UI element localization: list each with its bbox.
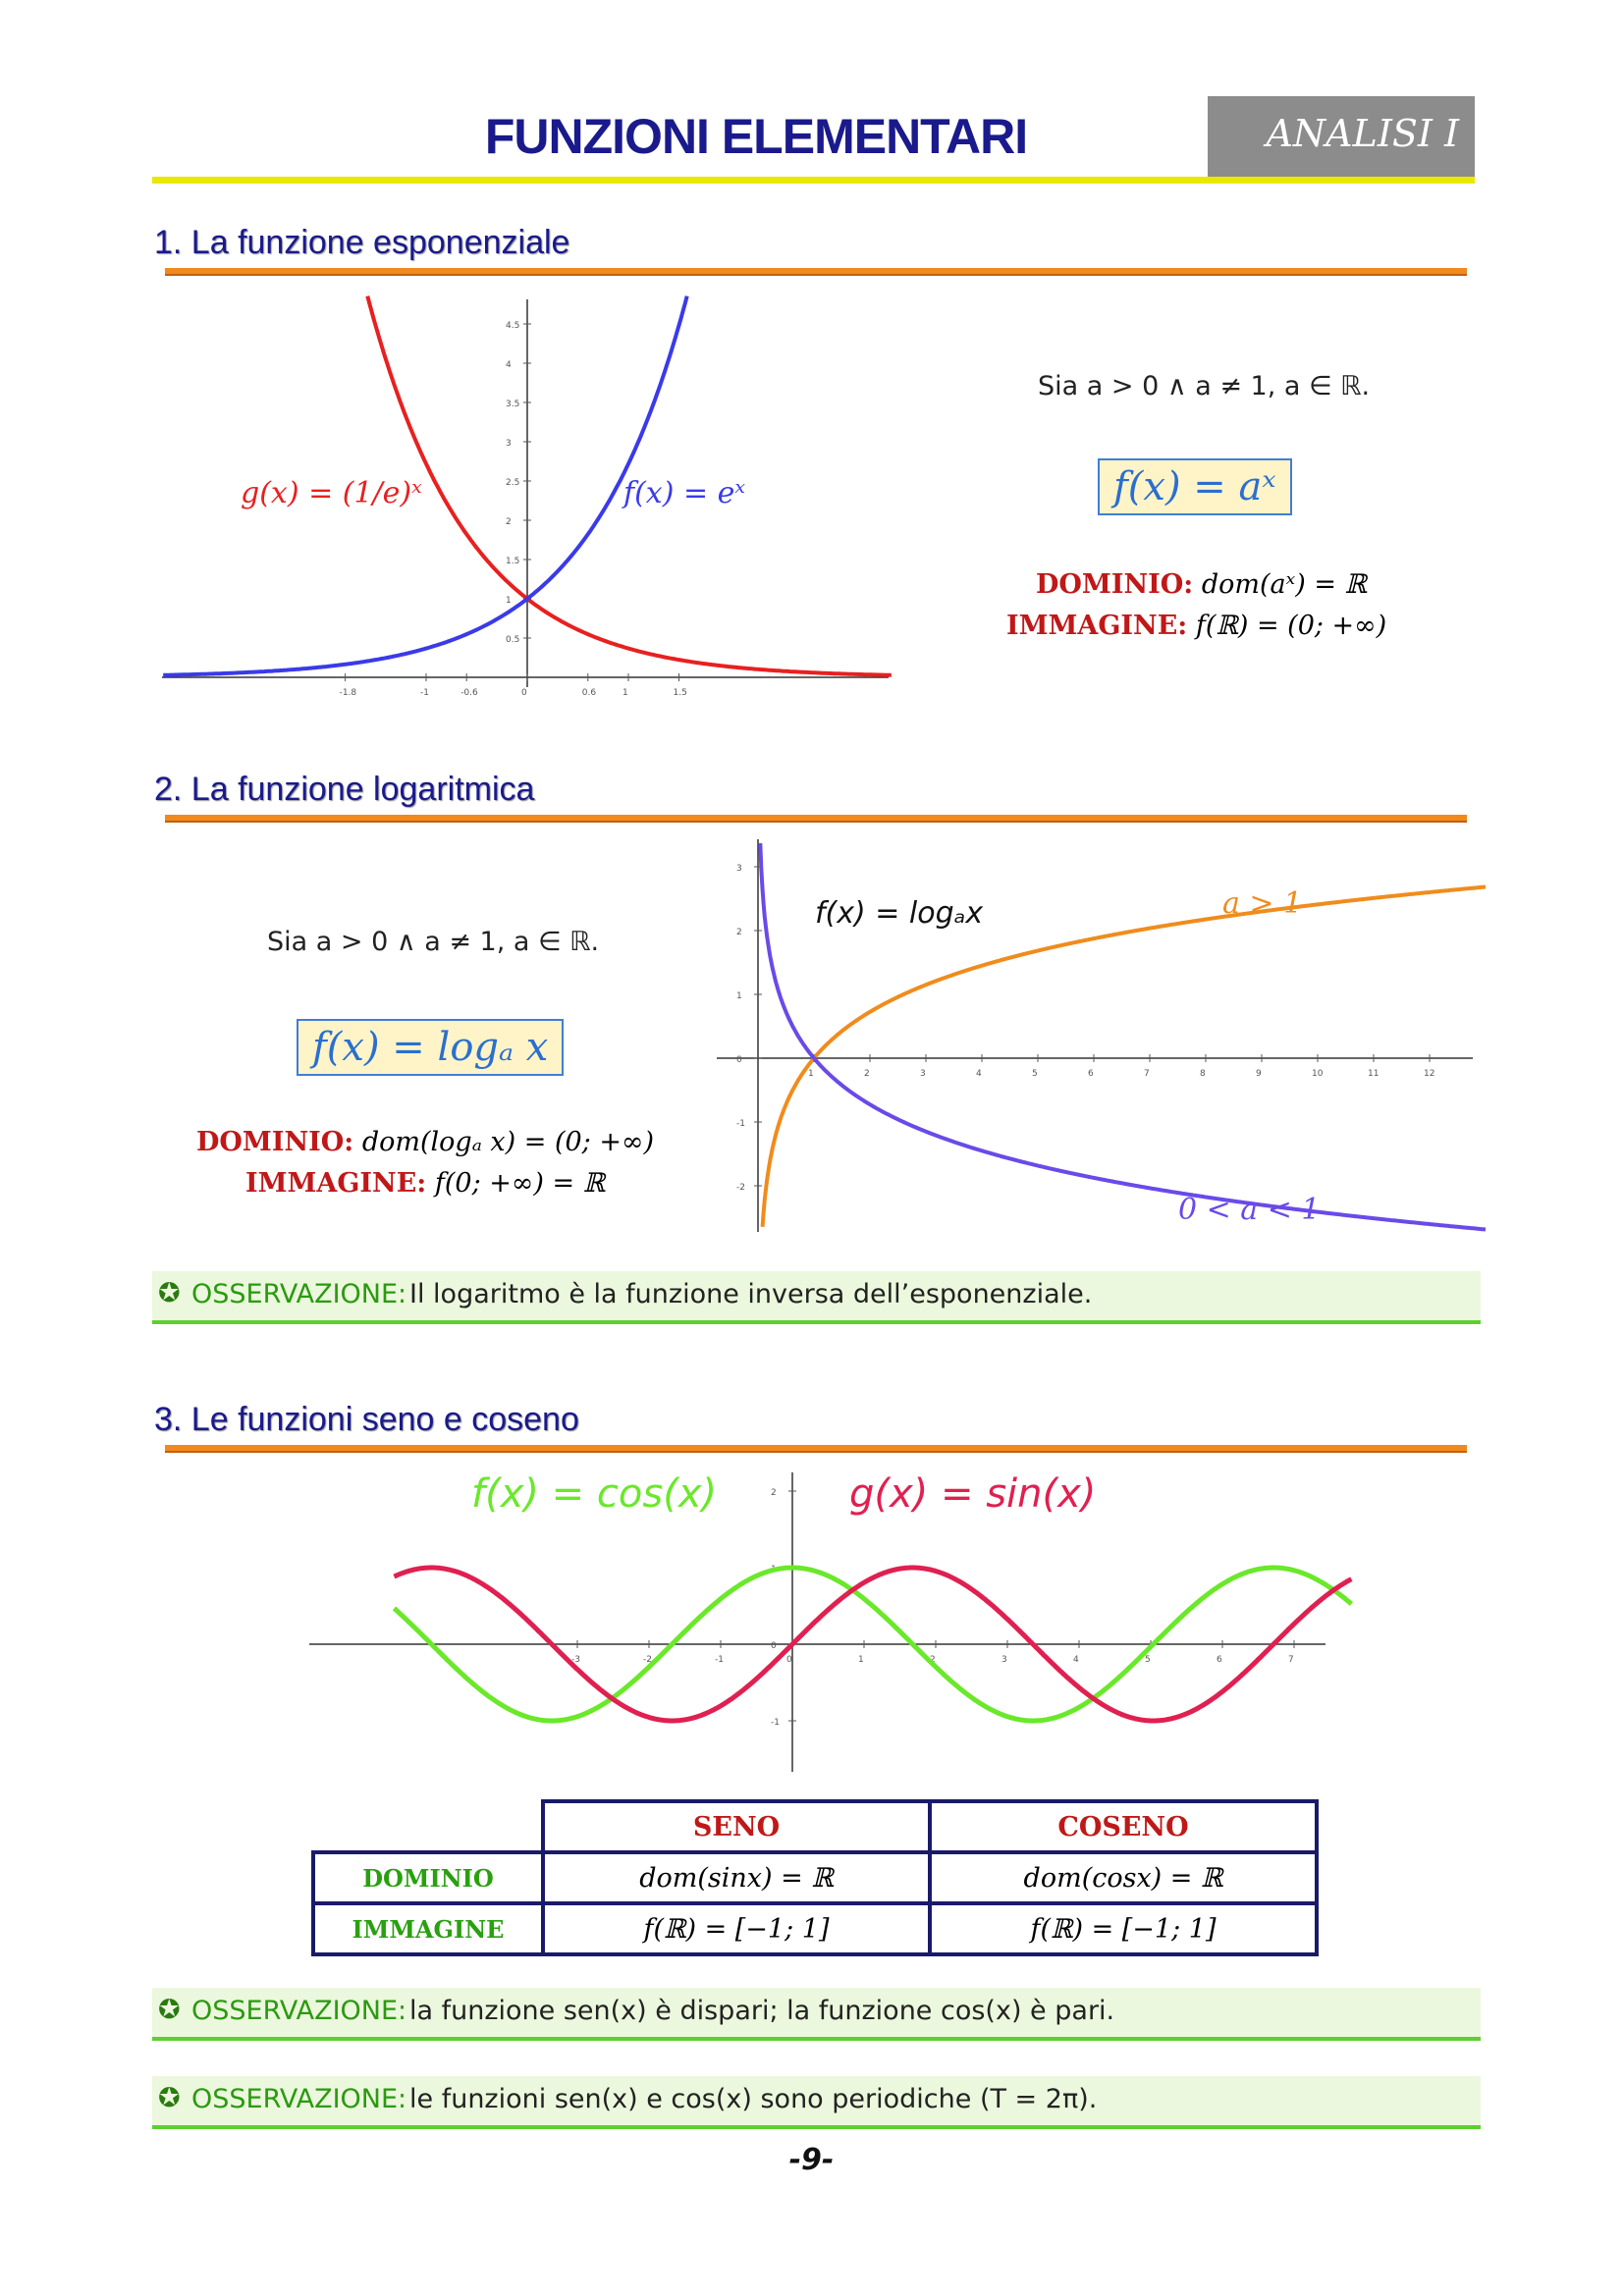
section2-condition: Sia a > 0 ∧ a ≠ 1, a ∈ ℝ. — [267, 927, 600, 957]
log-y-tick-label: 1 — [736, 991, 742, 1001]
log-x-tick-label: 4 — [976, 1069, 982, 1079]
exp-x-tick-label: -1.8 — [339, 688, 357, 698]
section3-rule — [165, 1445, 1467, 1453]
log-x-tick-label: 8 — [1200, 1069, 1206, 1079]
observation-3 — [152, 2076, 1481, 2129]
exp-x-tick-label: 0 — [521, 688, 527, 698]
table-row-immagine: IMMAGINE — [313, 1903, 543, 1954]
trig-graph — [304, 1463, 1335, 1777]
immagine-label: IMMAGINE: — [1006, 611, 1188, 641]
section1-immagine — [1006, 611, 1386, 641]
observation-text: Il logaritmo è la funzione inversa dell’esponenziale. — [409, 1279, 1093, 1309]
log-x-tick-label: 2 — [864, 1069, 870, 1079]
table-dom-seno: dom(sinx) = ℝ — [543, 1852, 930, 1903]
observation-label: OSSERVAZIONE: — [191, 1279, 407, 1309]
observation-2 — [152, 1988, 1481, 2041]
trig-x-tick-label: 3 — [1001, 1655, 1007, 1665]
dominio-label: DOMINIO: — [196, 1127, 354, 1157]
observation-label: OSSERVAZIONE: — [191, 1996, 407, 2026]
trig-y-tick-label: 2 — [771, 1488, 777, 1498]
dominio-value: dom(aˣ) = ℝ — [1201, 569, 1367, 600]
trig-x-tick-label: 7 — [1288, 1655, 1294, 1665]
log-y-tick-label: -1 — [736, 1119, 745, 1129]
trig-x-tick-label: 5 — [1145, 1655, 1151, 1665]
trig-x-tick-label: 6 — [1217, 1655, 1222, 1665]
exp-y-tick-label: 3 — [506, 439, 512, 449]
trig-x-tick-label: -2 — [643, 1655, 652, 1665]
exp-g-label: g(x) = (1/e)ˣ — [241, 476, 422, 510]
section2-rule — [165, 815, 1467, 823]
table-row-dominio: DOMINIO — [313, 1852, 543, 1903]
trig-y-tick-label: -1 — [771, 1718, 780, 1728]
header-rule — [152, 177, 1475, 184]
log-x-tick-label: 3 — [920, 1069, 926, 1079]
log-title: f(x) = logₐx — [815, 896, 984, 931]
table-img-seno: f(ℝ) = [−1; 1] — [543, 1903, 930, 1954]
trig-y-tick-label: 0 — [771, 1641, 777, 1651]
section2-dominio — [196, 1127, 654, 1157]
table-img-coseno: f(ℝ) = [−1; 1] — [930, 1903, 1317, 1954]
exp-y-tick-label: 4 — [506, 360, 512, 370]
trig-x-tick-label: 0 — [786, 1655, 792, 1665]
log-x-tick-label: 12 — [1424, 1069, 1435, 1079]
cos-label: f(x) = cos(x) — [471, 1471, 718, 1517]
section1-formula: f(x) = aˣ — [1098, 458, 1292, 515]
log-x-tick-label: 9 — [1256, 1069, 1262, 1079]
trig-y-tick-label: 1 — [771, 1565, 777, 1575]
sin-label: g(x) = sin(x) — [849, 1471, 1097, 1517]
section1-dominio — [1036, 569, 1367, 600]
table-header-seno: SENO — [543, 1801, 930, 1852]
log-y-tick-label: 3 — [736, 864, 742, 874]
exp-f-label: f(x) = eˣ — [623, 476, 746, 510]
course-badge-label: ANALISI I — [1266, 112, 1459, 155]
dominio-label: DOMINIO: — [1036, 569, 1194, 600]
course-badge — [1208, 96, 1475, 177]
log-y-tick-label: 0 — [736, 1055, 742, 1065]
trig-x-tick-label: -1 — [715, 1655, 724, 1665]
trig-x-tick-label: 1 — [858, 1655, 864, 1665]
exp-x-tick-label: -0.6 — [460, 688, 478, 698]
exp-x-tick-label: -1 — [420, 688, 429, 698]
immagine-value: f(ℝ) = (0; +∞) — [1195, 611, 1387, 641]
log-x-tick-label: 11 — [1368, 1069, 1380, 1079]
exp-x-tick-label: 1 — [622, 688, 628, 698]
log-x-tick-label: 1 — [808, 1069, 814, 1079]
immagine-label: IMMAGINE: — [245, 1168, 427, 1199]
log-y-tick-label: -2 — [736, 1183, 745, 1193]
exp-y-tick-label: 0.5 — [506, 635, 520, 645]
observation-1 — [152, 1271, 1481, 1324]
log-x-tick-label: 10 — [1312, 1069, 1324, 1079]
page-title: FUNZIONI ELEMENTARI — [484, 109, 1028, 164]
trig-x-tick-label: 2 — [930, 1655, 936, 1665]
log-x-tick-label: 7 — [1144, 1069, 1150, 1079]
log-x-tick-label: 5 — [1032, 1069, 1038, 1079]
log-x-tick-label: 6 — [1088, 1069, 1094, 1079]
exp-y-tick-label: 2.5 — [506, 478, 520, 488]
log-down-label: 0 < a < 1 — [1178, 1193, 1321, 1227]
observation-label: OSSERVAZIONE: — [191, 2084, 407, 2114]
trig-x-tick-label: 4 — [1073, 1655, 1079, 1665]
log-y-tick-label: 2 — [736, 928, 742, 937]
section2-formula: f(x) = logₐ x — [297, 1019, 564, 1076]
section1-condition: Sia a > 0 ∧ a ≠ 1, a ∈ ℝ. — [1038, 371, 1371, 401]
observation-text: le funzioni sen(x) e cos(x) sono periodiche (T = 2π). — [409, 2084, 1098, 2114]
trig-x-tick-label: -3 — [571, 1655, 580, 1665]
section1-heading: 1. La funzione esponenziale — [154, 224, 570, 261]
exp-y-tick-label: 4.5 — [506, 321, 520, 331]
exp-y-tick-label: 2 — [506, 517, 512, 527]
star-icon: ✪ — [158, 2083, 181, 2113]
table-corner — [313, 1801, 543, 1852]
exp-y-tick-label: 1 — [506, 596, 512, 606]
table-dom-coseno: dom(cosx) = ℝ — [930, 1852, 1317, 1903]
immagine-value: f(0; +∞) = ℝ — [434, 1168, 606, 1199]
log-graph — [717, 834, 1483, 1237]
observation-text: la funzione sen(x) è dispari; la funzione cos(x) è pari. — [409, 1996, 1115, 2026]
section2-heading: 2. La funzione logaritmica — [154, 771, 535, 808]
star-icon: ✪ — [158, 1995, 181, 2025]
dominio-value: dom(logₐ x) = (0; +∞) — [361, 1127, 655, 1157]
section1-rule — [165, 268, 1467, 276]
trig-table — [311, 1799, 1319, 1956]
section3-heading: 3. Le funzioni seno e coseno — [154, 1401, 579, 1438]
exp-y-tick-label: 3.5 — [506, 400, 520, 409]
star-icon: ✪ — [158, 1278, 181, 1308]
table-header-coseno: COSENO — [930, 1801, 1317, 1852]
section2-immagine — [245, 1168, 605, 1199]
exp-graph — [162, 294, 893, 698]
exp-x-tick-label: 0.6 — [581, 688, 597, 698]
page-number: -9- — [788, 2143, 835, 2177]
log-up-label: a > 1 — [1222, 886, 1303, 921]
exp-x-tick-label: 1.5 — [673, 688, 687, 698]
log-up-curve — [763, 887, 1486, 1227]
exp-y-tick-label: 1.5 — [506, 557, 520, 566]
